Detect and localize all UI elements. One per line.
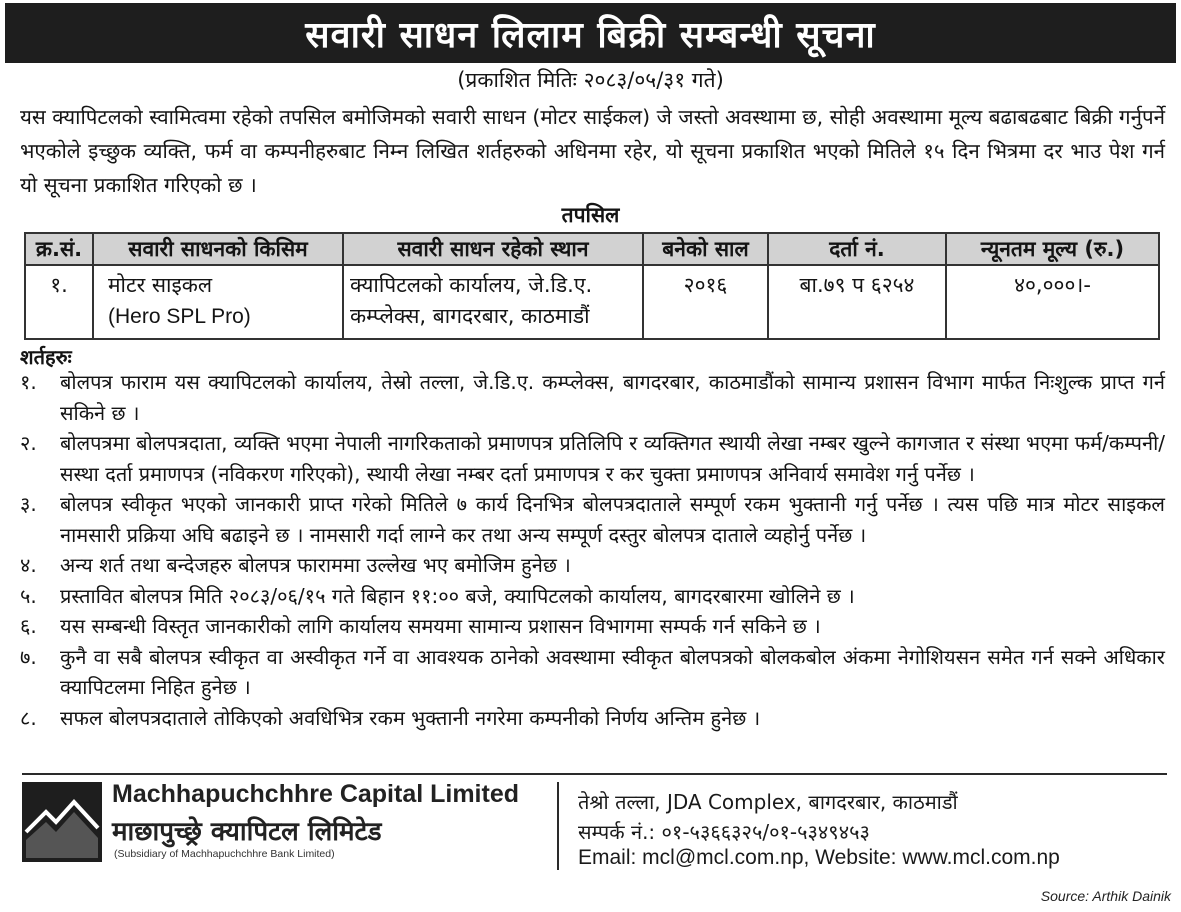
company-email-website: Email: mcl@mcl.com.np, Website: www.mcl.com.np [578, 846, 1060, 869]
terms-heading: शर्तहरुः [20, 345, 72, 369]
term-number: ५. [20, 583, 37, 608]
col-sn: क्र.सं. [25, 233, 93, 265]
terms-list [20, 367, 1165, 733]
company-address: तेश्रो तल्ला, JDA Complex, बागदरबार, काठमाडौं [578, 790, 958, 814]
term-item [20, 581, 1165, 612]
cell-reg-no: बा.७९ प ६२५४ [768, 265, 946, 339]
cell-type [93, 265, 343, 339]
table-header-row [25, 233, 1159, 265]
term-item [20, 611, 1165, 642]
col-location: सवारी साधन रहेको स्थान [343, 233, 643, 265]
term-item [20, 428, 1165, 489]
table-row [25, 265, 1159, 339]
term-number: २. [20, 431, 37, 455]
mountain-logo-icon [22, 782, 102, 862]
footer-divider [22, 773, 1167, 775]
col-min-price: न्यूनतम मूल्य (रु.) [946, 233, 1159, 265]
term-text: कुनै वा सबै बोलपत्र स्वीकृत वा अस्वीकृत गर्ने वा आवश्यक ठानेको अवस्थामा स्वीकृत बोलपत्रको बोलकबोल अंकमा नेगोशियसन समेत गर्न सक्ने अधिकार क्यापिटलमा निहित हुनेछ । [60, 644, 1165, 699]
vehicle-type-en: (Hero SPL Pro) [108, 305, 251, 328]
col-type: सवारी साधनको किसिम [93, 233, 343, 265]
term-text: यस सम्बन्धी विस्तृत जानकारीको लागि कार्यालय समयमा सामान्य प्रशासन विभागमा सम्पर्क गर्न सकिने छ । [60, 614, 821, 638]
col-reg-no: दर्ता नं. [768, 233, 946, 265]
term-number: ८. [20, 705, 37, 730]
location-line-1: क्यापिटलको कार्यालय, जे.डि.ए. [350, 273, 593, 297]
company-subsidiary: (Subsidiary of Machhapuchchhre Bank Limited) [114, 848, 335, 860]
intro-paragraph: यस क्यापिटलको स्वामित्वमा रहेको तपसिल बमोजिमको सवारी साधन (मोटर साईकल) जे जस्तो अवस्थामा छ, सोही अवस्थामा मूल्य बढाबढबाट बिक्री गर्नुपर्ने भएकोले इच्छुक व्यक्ति, फर्म वा कम्पनीहरुबाट निम्न लिखित शर्तहरुको अधिनमा रहेर, यो सूचना प्रकाशित भएको मितिले १५ दिन भित्रमा दर भाउ पेश गर्न यो सूचना प्रकाशित गरिएको छ । [20, 105, 1165, 197]
schedule-heading: तपसिल [561, 203, 620, 227]
term-text: बोलपत्र फाराम यस क्यापिटलको कार्यालय, तेस्रो तल्ला, जे.डि.ए. कम्प्लेक्स, बागदरबार, काठमाडौंको सामान्य प्रशासन विभाग मार्फत निःशुल्क प्राप्त गर्न सकिने छ । [60, 370, 1165, 425]
location-line-2: कम्प्लेक्स, बागदरबार, काठमाडौं [350, 304, 590, 328]
term-item [20, 489, 1165, 550]
company-name-np: माछापुच्छ्रे क्यापिटल लिमिटेड [112, 817, 382, 847]
term-number: ६. [20, 614, 37, 638]
term-text: अन्य शर्त तथा बन्देजहरु बोलपत्र फाराममा उल्लेख भए बमोजिम हुनेछ । [60, 553, 571, 577]
cell-min-price: ४०,०००।- [946, 265, 1159, 339]
term-number: १. [20, 370, 37, 394]
notice-title: सवारी साधन लिलाम बिक्री सम्बन्धी सूचना [5, 3, 1176, 63]
term-text: बोलपत्रमा बोलपत्रदाता, व्यक्ति भएमा नेपाली नागरिकताको प्रमाणपत्र प्रतिलिपि र व्यक्तिगत स्थायी लेखा नम्बर खुल्ने कागजात र संस्था भएमा फर्म/कम्पनी/सस्था दर्ता प्रमाणपत्र (नविकरण गरिएको), स्थायी लेखा नम्बर दर्ता प्रमाणपत्र र कर चुक्ता प्रमाणपत्र अनिवार्य समावेश गर्नु पर्नेछ । [60, 431, 1165, 486]
term-item [20, 367, 1165, 428]
cell-location [343, 265, 643, 339]
cell-year: २०१६ [643, 265, 768, 339]
term-item [20, 703, 1165, 734]
term-item [20, 550, 1165, 581]
cell-sn: १. [25, 265, 93, 339]
footer-separator [557, 782, 559, 870]
term-number: ३. [20, 492, 37, 516]
term-number: ७. [20, 644, 37, 669]
company-name-en: Machhapuchchhre Capital Limited [112, 780, 520, 808]
source-credit: Source: Arthik Dainik [1040, 888, 1171, 904]
company-phone: सम्पर्क नं.: ०१-५३६६३२५/०१-५३४९४५३ [578, 820, 870, 844]
published-date: (प्रकाशित मितिः २०८३/०५/३१ गते) [457, 68, 724, 92]
term-item [20, 642, 1165, 703]
vehicle-schedule-table [24, 232, 1160, 340]
col-year: बनेको साल [643, 233, 768, 265]
term-text: बोलपत्र स्वीकृत भएको जानकारी प्राप्त गरेको मितिले ७ कार्य दिनभित्र बोलपत्रदाताले सम्पूर्ण रकम भुक्तानी गर्नु पर्नेछ । त्यस पछि मात्र मोटर साइकल नामसारी प्रक्रिया अघि बढाइने छ । नामसारी गर्दा लाग्ने कर तथा अन्य सम्पूर्ण दस्तुर बोलपत्र दाताले व्यहोर्नु पर्नेछ । [60, 492, 1165, 547]
term-text: प्रस्तावित बोलपत्र मिति २०८३/०६/१५ गते बिहान ११:०० बजे, क्यापिटलको कार्यालय, बागदरबारमा खोलिने छ । [60, 583, 855, 608]
vehicle-type-np: मोटर साइकल [108, 273, 213, 297]
term-text: सफल बोलपत्रदाताले तोकिएको अवधिभित्र रकम भुक्तानी नगरेमा कम्पनीको निर्णय अन्तिम हुनेछ । [60, 705, 761, 730]
term-number: ४. [20, 553, 37, 577]
